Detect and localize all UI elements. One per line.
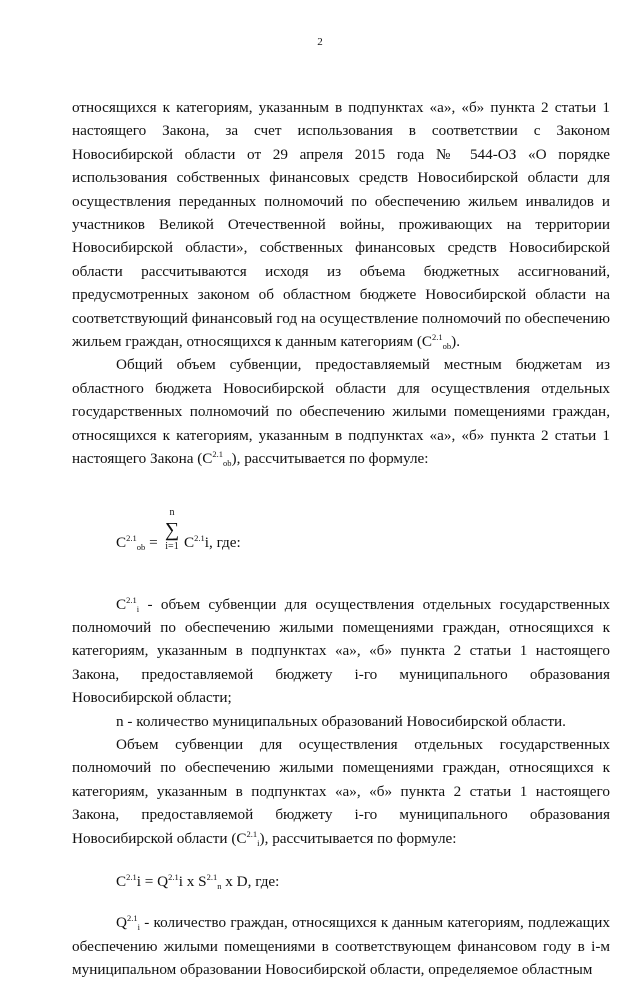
paragraph-3-sup: 2.1 (246, 828, 258, 839)
formula-1-rhs-c: C (184, 533, 195, 551)
sum-upper-limit: n (169, 506, 175, 518)
def-1-sup: 2.1 (126, 594, 137, 605)
formula-1-lhs (116, 531, 158, 554)
paragraph-1-text: относящихся к категориям, указанным в подпунктах «а», «б» пункта 2 статьи 1 настоящего Закона, за счет использования в соответствии с Законом Новосибирской области от 29 апреля 2015 года № 544-ОЗ «О порядке использования собственных финансовых средств Новосибирской области для осуществления переданных полномочий по обеспечению жильем инвалидов и участников Великой Отечественной войны, проживающих на территории Новосибирской области», собственных финансовых средств Новосибирской области рассчитываются исходя из объема бюджетных ассигнований, предусмотренных законом об областном бюджете Новосибирской области на соответствующий финансовый год на осуществление полномочий по обеспечению жильем граждан, относящихся к данным категориям (C (72, 99, 610, 351)
paragraph-3-end: ), рассчитывается по формуле: (259, 829, 457, 847)
formula-total-subvention (72, 501, 610, 571)
formula-2-q-tail: i x S (178, 872, 207, 890)
paragraph-3 (72, 733, 610, 850)
paragraph-1 (72, 96, 610, 353)
paragraph-2-text: Общий объем субвенции, предоставляемый местным бюджетам из областного бюджета Новосибирской области для осуществления отдельных государственных полномочий по обеспечению жилыми помещениями граждан, относящихся к категориям, указанным в подпунктах «а», «б» пункта 2 статьи 1 настоящего Закона (C (72, 356, 610, 468)
formula-municipal-subvention (72, 870, 610, 893)
formula-2-s-sub: n (217, 880, 222, 891)
def-3-q: Q (116, 914, 127, 932)
paragraph-1-sup: 2.1 (432, 332, 443, 343)
paragraph-2-sub: ob (223, 458, 232, 469)
def-1-sub: i (136, 603, 140, 614)
definition-n: n - количество муниципальных образований Новосибирской области. (116, 712, 566, 730)
paragraph-1-sub: ob (442, 341, 452, 352)
formula-1-eq: = (145, 533, 158, 551)
formula-2-s-sup: 2.1 (206, 871, 218, 882)
formula-1-sup: 2.1 (126, 532, 137, 543)
definition-q-i (72, 911, 610, 981)
formula-2-c: C (116, 872, 127, 890)
formula-1-c: C (116, 533, 127, 551)
sum-lower-limit: i=1 (165, 540, 179, 552)
sigma-symbol: ∑ (164, 518, 180, 541)
page-number: 2 (317, 36, 323, 48)
formula-1-rhs (184, 531, 241, 554)
def-3-text: - количество граждан, относящихся к данным категориям, подлежащих обеспечению жилыми помещениями в соответствующем финансовом году в i-м муниципальном образовании Новосибирской области, определяемое областным (72, 914, 610, 979)
formula-1-rhs-tail: i, где: (204, 533, 241, 551)
formula-2-tail: x D, где: (221, 872, 280, 890)
paragraph-2-sup: 2.1 (212, 449, 224, 460)
paragraph-2-end: ), рассчитывается по формуле: (231, 450, 429, 468)
formula-2-c-tail: i = Q (136, 872, 169, 890)
formula-2-c-sup: 2.1 (126, 871, 137, 882)
definition-c-i (72, 593, 610, 710)
summation (160, 507, 184, 553)
paragraph-3-sub: i (257, 837, 260, 848)
formula-2-q-sup: 2.1 (168, 871, 179, 882)
def-3-sup: 2.1 (126, 913, 138, 924)
def-1-text: - объем субвенции для осуществления отдельных государственных полномочий по обеспечению жилыми помещениями граждан, относящихся к категориям, указанным в подпунктах «а», «б» пункта 2 статьи 1 настоящего Закона, предоставляемой бюджету i-го муниципального образования Новосибирской области; (72, 595, 610, 707)
paragraph-1-end: ). (451, 333, 460, 351)
paragraph-2 (72, 353, 610, 470)
document-body (72, 96, 610, 982)
def-3-sub: i (137, 922, 140, 933)
formula-1-rhs-sup: 2.1 (194, 532, 205, 543)
paragraph-3-text: Объем субвенции для осуществления отдельных государственных полномочий по обеспечению жилыми помещениями граждан, относящихся к категориям, указанным в подпунктах «а», «б» пункта 2 статьи 1 настоящего Закона, предоставляемой бюджету i-го муниципального образования Новосибирской области (C (72, 735, 610, 847)
formula-1-sub: ob (136, 541, 146, 552)
def-1-c: C (116, 595, 127, 613)
